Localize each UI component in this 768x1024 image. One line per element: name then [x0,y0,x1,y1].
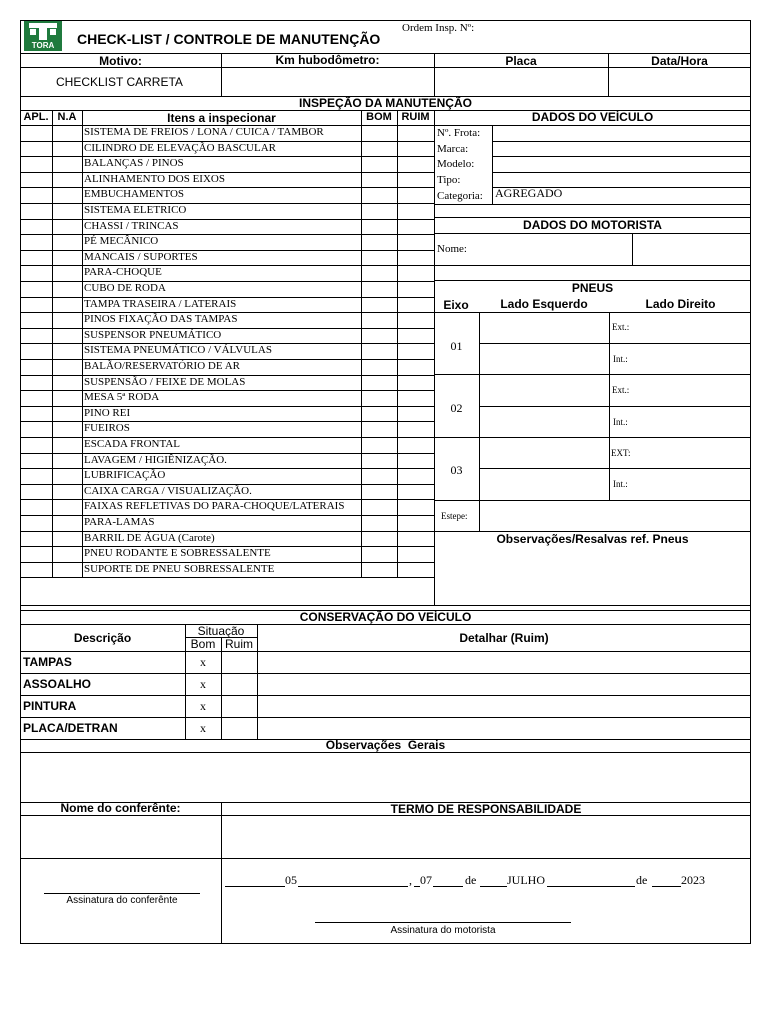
checklist-na-cell[interactable] [53,126,82,141]
checklist-ruim-cell[interactable] [398,220,434,235]
assinatura-conferente-label: Assinatura do conferênte [66,895,178,906]
checklist-apl-cell[interactable] [21,204,52,219]
checklist-na-cell[interactable] [53,469,82,484]
termo-responsabilidade-label: TERMO DE RESPONSABILIDADE [390,802,582,816]
checklist-bom-cell[interactable] [362,298,397,313]
checklist-bom-cell[interactable] [362,360,397,375]
checklist-bom-cell[interactable] [362,173,397,188]
date-month[interactable]: JULHO [507,873,545,887]
checklist-ruim-cell[interactable] [398,235,434,250]
checklist-na-cell[interactable] [53,204,82,219]
checklist-bom-cell[interactable] [362,235,397,250]
date-month-number[interactable]: 07 [420,873,432,887]
checklist-bom-cell[interactable] [362,391,397,406]
checklist-apl-cell[interactable] [21,220,52,235]
col-apl-header: APL. [23,111,49,123]
col-detalhar-header: Detalhar (Ruim) [459,631,549,645]
checklist-bom-cell[interactable] [362,500,397,515]
checklist-na-cell[interactable] [53,485,82,500]
eixo-02-int-label: Int.: [613,417,628,427]
checklist-item-label: PÉ MECÂNICO [84,235,159,248]
checklist-na-cell[interactable] [53,547,82,562]
col-situacao-header: Situação [197,624,245,638]
checklist-apl-cell[interactable] [21,329,52,344]
checklist-na-cell[interactable] [53,454,82,469]
pintura-detalhar-field[interactable] [258,696,750,717]
checklist-na-cell[interactable] [53,391,82,406]
checklist-apl-cell[interactable] [21,485,52,500]
checklist-apl-cell[interactable] [21,157,52,172]
km-hubodometro-field[interactable] [222,68,433,95]
frota-field[interactable] [493,126,750,141]
checklist-ruim-cell[interactable] [398,547,434,562]
col-itens-header: Itens a inspecionar [167,111,276,125]
obs-pneus-field[interactable] [435,548,750,604]
checklist-ruim-cell[interactable] [398,360,434,375]
checklist-bom-cell[interactable] [362,376,397,391]
checklist-na-cell[interactable] [53,516,82,531]
checklist-na-cell[interactable] [53,220,82,235]
checklist-ruim-cell[interactable] [398,282,434,297]
eixo-01-esquerdo-ext-field[interactable] [480,313,609,343]
checklist-item-label: EMBUCHAMENTOS [84,188,185,201]
observacoes-gerais-field[interactable] [21,753,750,802]
checklist-item-label: ESCADA FRONTAL [84,438,180,450]
tipo-label: Tipo: [437,174,461,186]
checklist-na-cell[interactable] [53,422,82,437]
checklist-bom-cell[interactable] [362,469,397,484]
checklist-ruim-cell[interactable] [398,391,434,406]
pintura-bom-check[interactable]: x [200,699,206,713]
nome-conferente-field[interactable] [21,816,221,858]
checklist-ruim-cell[interactable] [398,469,434,484]
eixo-03-label: 03 [450,463,463,477]
checklist-bom-cell[interactable] [362,563,397,578]
checklist-na-cell[interactable] [53,344,82,359]
checklist-bom-cell[interactable] [362,422,397,437]
checklist-item-label: TAMPA TRASEIRA / LATERAIS [84,297,237,310]
placa-label: Placa [505,54,537,68]
checklist-item-label: ALINHAMENTO DOS EIXOS [84,172,225,185]
checklist-apl-cell[interactable] [21,454,52,469]
checklist-apl-cell[interactable] [21,235,52,250]
checklist-apl-cell[interactable] [21,173,52,188]
dados-motorista-title: DADOS DO MOTORISTA [523,218,662,232]
checklist-apl-cell[interactable] [21,298,52,313]
checklist-item-label: CILINDRO DE ELEVAÇÃO BASCULAR [84,141,276,154]
logo [24,21,62,51]
checklist-apl-cell[interactable] [21,360,52,375]
checklist-apl-cell[interactable] [21,500,52,515]
modelo-label: Modelo: [437,158,475,170]
motivo-value[interactable]: CHECKLIST CARRETA [56,75,183,89]
termo-responsabilidade-field[interactable] [222,816,750,858]
motivo-label: Motivo: [99,54,142,68]
conservacao-title: CONSERVAÇÃO DO VEÍCULO [299,610,472,624]
data-hora-label: Data/Hora [651,54,708,68]
col-lado-esquerdo-header: Lado Esquerdo [500,297,588,311]
checklist-bom-cell[interactable] [362,142,397,157]
date-de-2: de [636,873,648,887]
ordem-insp-label: Ordem Insp. Nº: [402,22,475,34]
checklist-ruim-cell[interactable] [398,532,434,547]
tipo-field[interactable] [493,173,750,187]
checklist-ruim-cell[interactable] [398,407,434,422]
checklist-apl-cell[interactable] [21,422,52,437]
checklist-ruim-cell[interactable] [398,266,434,281]
tampas-bom-check[interactable]: x [200,655,206,669]
checklist-item-label: SISTEMA ELETRICO [84,204,187,216]
pintura-ruim-check[interactable] [222,696,257,717]
checklist-item-label: FUEIROS [84,422,130,435]
checklist-na-cell[interactable] [53,188,82,203]
eixo-03-esquerdo-ext-field[interactable] [480,438,609,468]
checklist-apl-cell[interactable] [21,313,52,328]
checklist-ruim-cell[interactable] [398,251,434,266]
checklist-item-label: MANCAIS / SUPORTES [84,250,198,263]
date-day[interactable]: 05 [285,873,297,887]
categoria-label: Categoria: [437,190,483,202]
eixo-01-ext-label: Ext.: [612,322,630,332]
checklist-item-label: BALÃO/RESERVATÓRIO DE AR [84,360,240,372]
data-hora-field[interactable] [609,68,750,95]
frota-label: Nº. Frota: [437,127,481,139]
checklist-na-cell[interactable] [53,563,82,578]
conservacao-row-label: ASSOALHO [23,677,92,691]
checklist-bom-cell[interactable] [362,220,397,235]
checklist-apl-cell[interactable] [21,376,52,391]
dados-veiculo-title: DADOS DO VEÍCULO [531,110,654,124]
checklist-bom-cell[interactable] [362,282,397,297]
checklist-ruim-cell[interactable] [398,173,434,188]
checklist-ruim-cell[interactable] [398,344,434,359]
checklist-na-cell[interactable] [53,266,82,281]
logo-text: TORA [31,41,55,50]
eixo-01-label: 01 [450,339,463,353]
tampas-ruim-check[interactable] [222,652,257,673]
checklist-apl-cell[interactable] [21,391,52,406]
marca-label: Marca: [437,143,469,155]
date-year[interactable]: 2023 [681,873,705,887]
checklist-na-cell[interactable] [53,235,82,250]
assinatura-conferente-line[interactable] [44,893,200,894]
checklist-bom-cell[interactable] [362,547,397,562]
checklist-item-label: LUBRIFICAÇÃO [84,469,166,482]
categoria-value[interactable]: AGREGADO [495,186,563,200]
checklist-apl-cell[interactable] [21,469,52,484]
checklist-ruim-cell[interactable] [398,126,434,141]
assoalho-bom-check[interactable]: x [200,677,206,691]
assoalho-ruim-check[interactable] [222,674,257,695]
checklist-ruim-cell[interactable] [398,376,434,391]
logo-mark-icon [24,21,62,41]
col-descricao-header: Descrição [73,631,132,645]
checklist-bom-cell[interactable] [362,313,397,328]
pneus-title: PNEUS [571,281,614,295]
col-situacao-bom-header: Bom [190,637,216,651]
estepe-label: Estepe: [441,511,468,521]
checklist-ruim-cell[interactable] [398,516,434,531]
checklist-na-cell[interactable] [53,142,82,157]
nome-conferente-label: Nome do conferênte: [60,801,181,815]
modelo-field[interactable] [493,157,750,172]
checklist-item-label: SUSPENSOR PNEUMÁTICO [84,328,222,341]
checklist-item-label: LAVAGEM / HIGIÊNIZAÇÃO. [84,453,227,466]
conservacao-row-label: PLACA/DETRAN [23,721,118,735]
eixo-01-int-label: Int.: [613,354,628,364]
estepe-field[interactable] [480,501,750,531]
checklist-item-label: PARA-LAMAS [84,516,155,528]
nome-label: Nome: [437,243,467,255]
obs-pneus-title: Observações/Resalvas ref. Pneus [496,532,689,546]
checklist-na-cell[interactable] [53,532,82,547]
col-bom-header: BOM [366,111,392,123]
checklist-na-cell[interactable] [53,376,82,391]
checklist-ruim-cell[interactable] [398,485,434,500]
col-situacao-ruim-header: Ruim [224,637,253,651]
form-title: CHECK-LIST / CONTROLE DE MANUTENÇÃO [77,31,381,47]
checklist-apl-cell[interactable] [21,282,52,297]
placa-detran-bom-check[interactable]: x [200,721,206,735]
checklist-na-cell[interactable] [53,298,82,313]
checklist-ruim-cell[interactable] [398,454,434,469]
checklist-item-label: PNEU RODANTE E SOBRESSALENTE [84,547,271,560]
checklist-item-label: SUPORTE DE PNEU SOBRESSALENTE [84,562,275,575]
eixo-03-int-label: Int.: [613,479,628,489]
checklist-item-label: CAIXA CARGA / VISUALIZAÇÃO. [84,484,252,497]
observacoes-gerais-title: Observações Gerais [325,738,446,752]
checklist-apl-cell[interactable] [21,438,52,453]
checklist-item-label: CHASSI / TRINCAS [84,219,179,232]
checklist-bom-cell[interactable] [362,251,397,266]
assoalho-detalhar-field[interactable] [258,674,750,695]
checklist-bom-cell[interactable] [362,126,397,141]
checklist-apl-cell[interactable] [21,563,52,578]
checklist-item-label: FAIXAS REFLETIVAS DO PARA-CHOQUE/LATERAIS [84,500,345,513]
checklist-apl-cell[interactable] [21,532,52,547]
checklist-na-cell[interactable] [53,438,82,453]
checklist-bom-cell[interactable] [362,454,397,469]
checklist-na-cell[interactable] [53,251,82,266]
eixo-03-esquerdo-int-field[interactable] [480,469,609,500]
placa-field[interactable] [435,68,607,95]
checklist-apl-cell[interactable] [21,344,52,359]
checklist-bom-cell[interactable] [362,204,397,219]
eixo-02-ext-label: Ext.: [612,385,630,395]
checklist-apl-cell[interactable] [21,188,52,203]
eixo-02-label: 02 [450,401,463,415]
checklist-na-cell[interactable] [53,407,82,422]
checklist-na-cell[interactable] [53,329,82,344]
motorista-extra-field[interactable] [633,234,750,264]
placa-detran-detalhar-field[interactable] [258,718,750,739]
checklist-na-cell[interactable] [53,157,82,172]
checklist-bom-cell[interactable] [362,516,397,531]
assinatura-motorista-line[interactable] [315,922,571,923]
checklist-na-cell[interactable] [53,313,82,328]
checklist-apl-cell[interactable] [21,251,52,266]
col-eixo-header: Eixo [443,298,469,312]
col-na-header: N.A [57,111,77,123]
checklist-apl-cell[interactable] [21,547,52,562]
checklist-bom-cell[interactable] [362,188,397,203]
checklist-item-label: PARA-CHOQUE [84,266,162,279]
checklist-apl-cell[interactable] [21,142,52,157]
tampas-detalhar-field[interactable] [258,652,750,673]
placa-detran-ruim-check[interactable] [222,718,257,739]
inspecao-title: INSPEÇÃO DA MANUTENÇÃO [299,96,472,110]
date-de-1: de [465,873,477,887]
marca-field[interactable] [493,142,750,156]
checklist-na-cell[interactable] [53,173,82,188]
checklist-item-label: MESA 5ª RODA [84,391,160,404]
checklist-ruim-cell[interactable] [398,563,434,578]
checklist-ruim-cell[interactable] [398,204,434,219]
checklist-ruim-cell[interactable] [398,298,434,313]
checklist-item-label: PINO REI [84,406,131,419]
km-hubodometro-label: Km hubodômetro: [275,53,380,67]
eixo-02-esquerdo-ext-field[interactable] [480,375,609,406]
col-ruim-header: RUIM [401,111,430,123]
assinatura-motorista-label: Assinatura do motorista [390,925,496,936]
conservacao-row-label: PINTURA [23,699,77,713]
checklist-bom-cell[interactable] [362,344,397,359]
checklist-item-label: SISTEMA PNEUMÁTICO / VÁLVULAS [84,344,272,357]
checklist-bom-cell[interactable] [362,407,397,422]
checklist-ruim-cell[interactable] [398,157,434,172]
checklist-bom-cell[interactable] [362,485,397,500]
checklist-na-cell[interactable] [53,282,82,297]
checklist-na-cell[interactable] [53,500,82,515]
checklist-ruim-cell[interactable] [398,313,434,328]
nome-motorista-field[interactable] [472,234,631,264]
checklist-bom-cell[interactable] [362,438,397,453]
checklist-apl-cell[interactable] [21,126,52,141]
checklist-item-label: BARRIL DE ÁGUA (Carote) [84,531,215,544]
checklist-na-cell[interactable] [53,360,82,375]
checklist-item-label: SISTEMA DE FREIOS / LONA / CUICA / TAMBOR [84,126,324,138]
eixo-03-ext-label: EXT: [611,448,631,458]
checklist-bom-cell[interactable] [362,266,397,281]
eixo-02-esquerdo-int-field[interactable] [480,407,609,437]
checklist-ruim-cell[interactable] [398,438,434,453]
conservacao-row-label: TAMPAS [23,655,72,669]
eixo-01-esquerdo-int-field[interactable] [480,344,609,374]
date-separator: , [409,873,412,887]
checklist-bom-cell[interactable] [362,532,397,547]
checklist-ruim-cell[interactable] [398,142,434,157]
checklist-apl-cell[interactable] [21,266,52,281]
checklist-bom-cell[interactable] [362,157,397,172]
checklist-item-label: CUBO DE RODA [84,282,166,294]
checklist-item-label: PINOS FIXAÇÃO DAS TAMPAS [84,313,238,326]
checklist-ruim-cell[interactable] [398,329,434,344]
col-lado-direito-header: Lado Direito [645,297,716,311]
checklist-ruim-cell[interactable] [398,422,434,437]
checklist-apl-cell[interactable] [21,407,52,422]
checklist-bom-cell[interactable] [362,329,397,344]
checklist-item-label: BALANÇAS / PINOS [84,157,184,170]
checklist-ruim-cell[interactable] [398,500,434,515]
checklist-apl-cell[interactable] [21,516,52,531]
checklist-ruim-cell[interactable] [398,188,434,203]
checklist-item-label: SUSPENSÃO / FEIXE DE MOLAS [84,375,246,388]
